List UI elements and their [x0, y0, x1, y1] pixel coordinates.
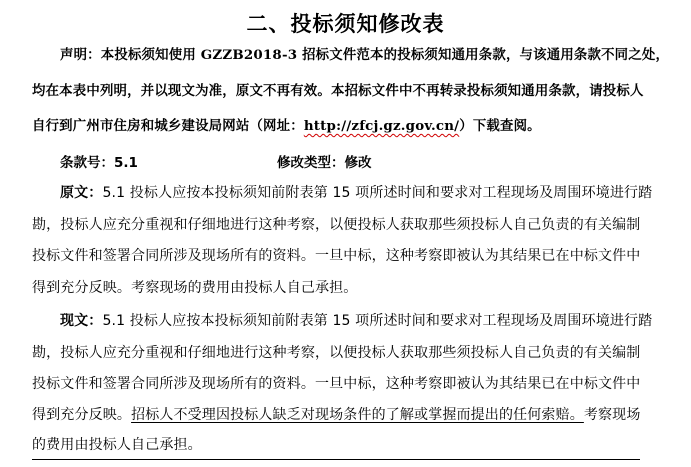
modification-type-label: 修改类型：: [277, 155, 345, 171]
current-label: 现文：: [60, 313, 103, 329]
modification-type: [277, 151, 372, 171]
statement-text: 自行到广州市住房和城乡建设局网站（网址：: [32, 119, 304, 134]
current-line-3: 投标文件和签署合同所涉及现场所有的资料。一旦中标，这种考察即被认为其结果已在中标文件中: [32, 376, 641, 392]
current-line-1: [60, 310, 653, 330]
current-line-5: 的费用由投标人自己承担。: [32, 437, 202, 453]
clause-number: [60, 151, 138, 171]
original-label: 原文：: [60, 185, 103, 201]
clause-number-value: 5.1: [114, 155, 138, 171]
page-title: 二、投标须知修改表: [246, 11, 445, 36]
original-text: 5.1 投标人应按本投标须知前附表第 15 项所述时间和要求对工程现场及周围环境进行踏: [102, 185, 653, 201]
clause-number-label: 条款号：: [60, 155, 114, 171]
current-line-4: [32, 404, 640, 424]
current-line-2: 勘，投标人应充分重视和仔细地进行这种考察，以便投标人获取那些须投标人自己负责的有关编制: [32, 345, 641, 361]
website-url-link[interactable]: http://zfcj.gz.gov.cn/: [303, 118, 460, 134]
template-code: GZZB2018-3: [200, 47, 298, 63]
statement-line-1: [60, 44, 670, 63]
statement-text: 招标文件范本的投标须知通用条款，与该通用条款不同之处，: [297, 48, 670, 63]
modification-type-value: 修改: [344, 155, 372, 171]
statement-text: 声明：本投标须知使用: [60, 48, 201, 63]
current-text: 得到充分反映。: [32, 407, 132, 423]
current-text: 5.1 投标人应按本投标须知前附表第 15 项所述时间和要求对工程现场及周围环境进行踏: [102, 313, 653, 329]
statement-line-3: [32, 115, 640, 134]
original-line-2: 勘，投标人应充分重视和仔细地进行这种考察，以便投标人获取那些须投标人自己负责的有关编制: [32, 217, 641, 233]
statement-line-2: 均在本表中列明，并以现文为准，原文不再有效。本招标文件中不再转录投标须知通用条款，请投标人: [32, 84, 644, 99]
underlined-amendment: 招标人不受理因投标人缺乏对现场条件的了解或掌握而提出的任何索赔。: [131, 407, 584, 423]
bottom-divider: [32, 459, 640, 460]
original-line-4: 得到充分反映。考察现场的费用由投标人自己承担。: [32, 280, 358, 296]
original-line-1: [60, 182, 653, 202]
statement-text: ）下载查阅。: [459, 119, 541, 134]
original-line-3: 投标文件和签署合同所涉及现场所有的资料。一旦中标，这种考察即被认为其结果已在中标文件中: [32, 248, 641, 264]
current-text: 考察现场: [583, 407, 641, 423]
